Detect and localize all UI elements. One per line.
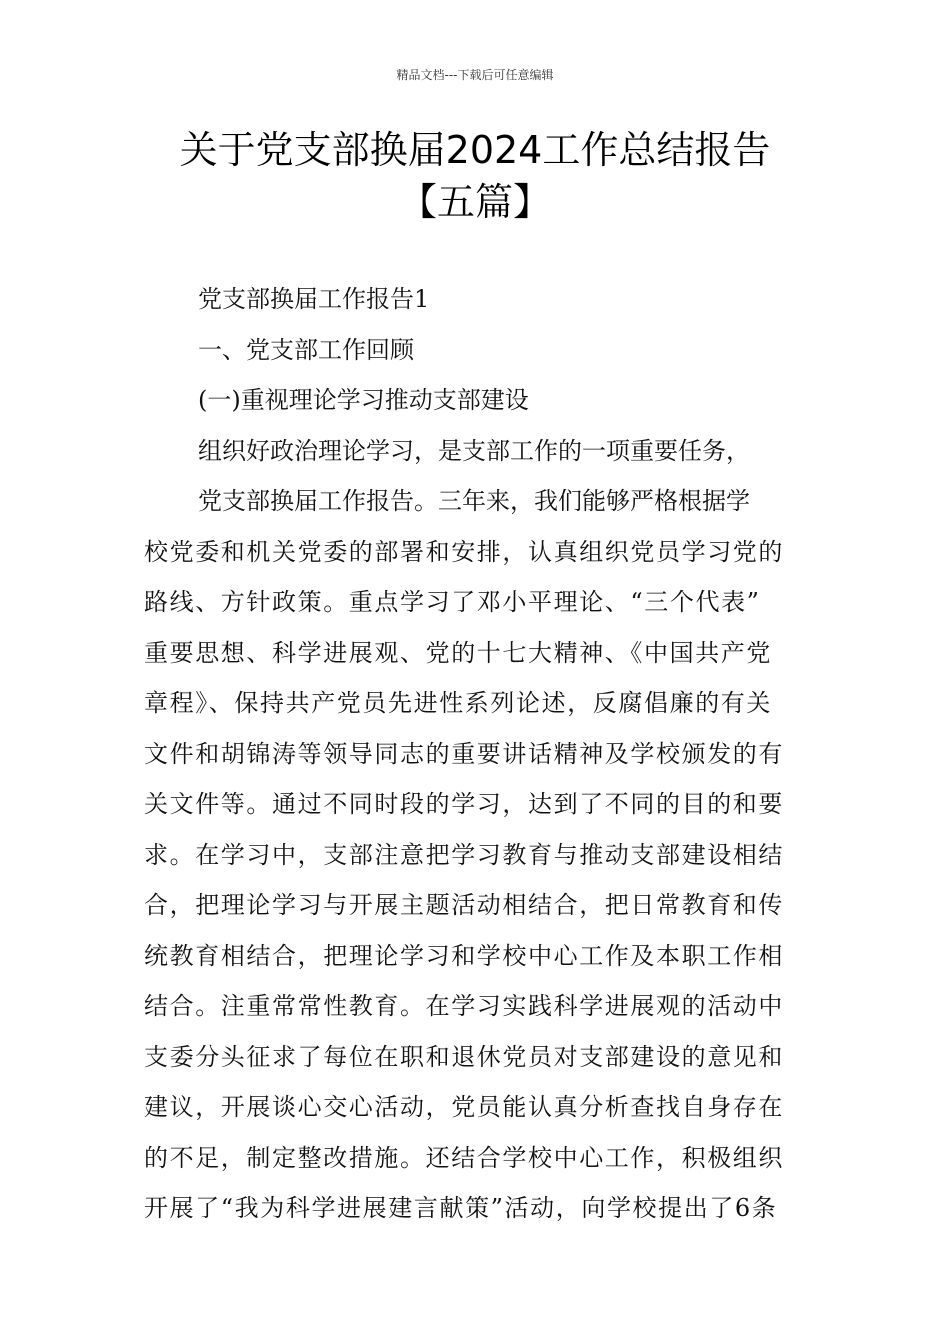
paragraph-line: 章程》、保持共产党员先进性系列论述，反腐倡廉的有关 <box>144 689 772 717</box>
paragraph-line: 合，把理论学习与开展主题活动相结合，把日常教育和传 <box>144 891 784 919</box>
header-note: 精品文档---下载后可任意编辑 <box>396 68 554 82</box>
paragraph-line: 结合。注重常常性教育。在学习实践科学进展观的活动中 <box>144 992 784 1020</box>
paragraph-line: 的不足，制定整改措施。还结合学校中心工作，积极组织 <box>144 1143 784 1172</box>
paragraph-line: 党支部换届工作报告。三年来，我们能够严格根据学 <box>198 487 750 515</box>
document-title <box>40 124 910 228</box>
section-heading-review: 一、党支部工作回顾 <box>198 335 414 364</box>
title-line-1: 关于党支部换届2024工作总结报告 <box>179 128 771 172</box>
document-body <box>144 274 808 1234</box>
paragraph-line: 建议，开展谈心交心活动，党员能认真分析查找自身存在 <box>144 1093 784 1121</box>
paragraph-line: 校党委和机关党委的部署和安排，认真组织党员学习党的 <box>144 537 784 566</box>
paragraph-line: 开展了“我为科学进展建言献策”活动，向学校提出了6条 <box>144 1194 778 1222</box>
paragraph-line: 路线、方针政策。重点学习了邓小平理论、“三个代表” <box>144 588 761 616</box>
paragraph-line: 统教育相结合，把理论学习和学校中心工作及本职工作相 <box>144 941 784 970</box>
paragraph-line: 支委分头征求了每位在职和退休党员对支部建设的意见和 <box>144 1042 784 1071</box>
paragraph-line: 关文件等。通过不同时段的学习，达到了不同的目的和要 <box>144 790 784 818</box>
paragraph-line: 文件和胡锦涛等领导同志的重要讲话精神及学校颁发的有 <box>144 739 784 768</box>
title-line-2: 【五篇】 <box>398 180 551 224</box>
paragraph-line: 求。在学习中，支部注意把学习教育与推动支部建设相结 <box>144 840 784 869</box>
paragraph-line: 重要思想、科学进展观、党的十七大精神、《中国共产党 <box>144 638 772 667</box>
subsection-heading-theory: (一)重视理论学习推动支部建设 <box>198 386 529 414</box>
paragraph-intro: 组织好政治理论学习，是支部工作的一项重要任务， <box>198 436 750 465</box>
section-heading-report-1: 党支部换届工作报告1 <box>198 285 430 313</box>
